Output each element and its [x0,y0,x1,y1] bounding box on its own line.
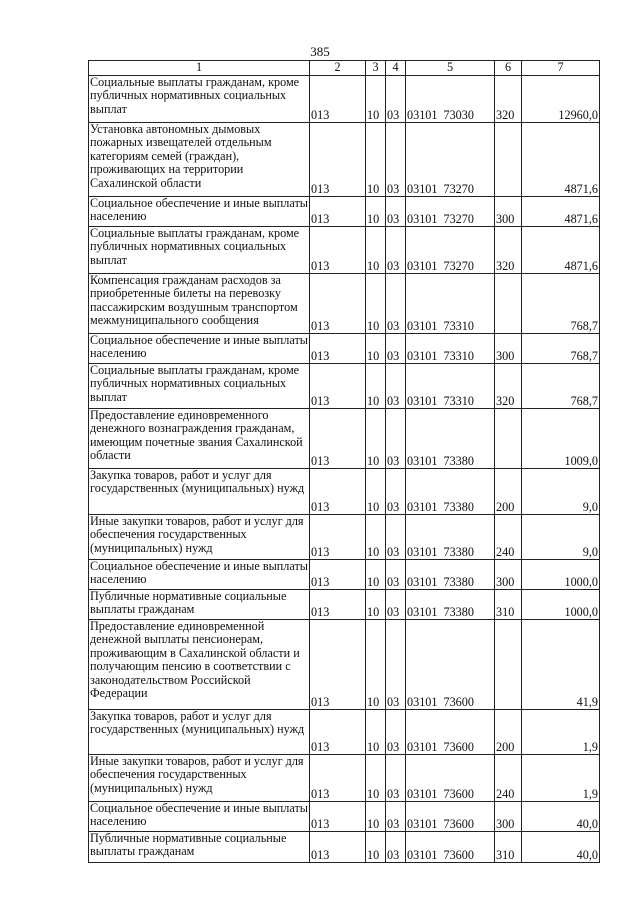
row-name-cell: Социальное обеспечение и иные выплаты населению [89,197,310,227]
table-row [89,590,600,620]
section-code-cell: 10 [366,334,386,364]
ministry-code-cell: 013 [310,515,366,560]
amount-cell: 768,7 [522,334,600,364]
expense-type-cell: 320 [495,76,522,123]
row-name-cell: Социальное обеспечение и иные выплаты населению [89,560,310,590]
subsection-code-cell: 03 [386,832,406,863]
amount-cell: 1,9 [522,755,600,802]
ministry-code-cell: 013 [310,590,366,620]
row-name-cell: Предоставление единовременной денежной выплаты пенсионерам, проживающим в Сахалинской области и получающим пенсию в соответствии с законодательством Российской Федерации [89,620,310,710]
ministry-code-cell: 013 [310,560,366,590]
ministry-code-cell: 013 [310,755,366,802]
target-article-cell [406,197,495,227]
section-code-cell: 10 [366,620,386,710]
amount-cell: 1000,0 [522,590,600,620]
column-header-2: 2 [310,61,366,76]
target-article-part-b: 73030 [443,107,474,122]
section-code-cell: 10 [366,515,386,560]
amount-cell: 1009,0 [522,409,600,469]
target-article-part-b: 73380 [443,574,474,589]
row-name-cell: Иные закупки товаров, работ и услуг для обеспечения государственных (муниципальных) нужд [89,755,310,802]
target-article-part-b: 73270 [443,181,474,196]
subsection-code-cell: 03 [386,274,406,334]
table-row [89,560,600,590]
table-row [89,197,600,227]
amount-cell: 41,9 [522,620,600,710]
target-article-cell [406,227,495,274]
amount-cell: 40,0 [522,832,600,863]
row-name-cell: Компенсация гражданам расходов за приобретенные билеты на перевозку пассажирским воздушным транспортом межмуниципального сообщения [89,274,310,334]
target-article-part-b: 73380 [443,453,474,468]
row-name-cell: Иные закупки товаров, работ и услуг для обеспечения государственных (муниципальных) нужд [89,515,310,560]
subsection-code-cell: 03 [386,560,406,590]
expense-type-cell: 300 [495,334,522,364]
ministry-code-cell: 013 [310,76,366,123]
target-article-cell [406,123,495,197]
target-article-part-a: 03101 [407,786,438,801]
target-article-part-b: 73270 [443,258,474,273]
section-code-cell: 10 [366,197,386,227]
row-name-cell: Социальное обеспечение и иные выплаты населению [89,334,310,364]
amount-cell: 12960,0 [522,76,600,123]
expense-type-cell: 310 [495,590,522,620]
expense-type-cell [495,409,522,469]
budget-table [88,60,600,863]
target-article-cell [406,560,495,590]
page-number: 385 [310,44,330,59]
target-article-cell [406,76,495,123]
subsection-code-cell: 03 [386,590,406,620]
target-article-cell [406,469,495,515]
table-row [89,620,600,710]
target-article-part-b: 73380 [443,544,474,559]
subsection-code-cell: 03 [386,755,406,802]
target-article-part-a: 03101 [407,181,438,196]
subsection-code-cell: 03 [386,515,406,560]
ministry-code-cell: 013 [310,710,366,755]
row-name-cell: Социальные выплаты гражданам, кроме публичных нормативных социальных выплат [89,364,310,409]
subsection-code-cell: 03 [386,802,406,832]
section-code-cell: 10 [366,123,386,197]
ministry-code-cell: 013 [310,197,366,227]
amount-cell: 1000,0 [522,560,600,590]
target-article-cell [406,832,495,863]
subsection-code-cell: 03 [386,364,406,409]
subsection-code-cell: 03 [386,334,406,364]
table-header-row [89,61,600,76]
amount-cell: 9,0 [522,469,600,515]
target-article-part-a: 03101 [407,107,438,122]
table-row [89,469,600,515]
target-article-part-b: 73600 [443,739,474,754]
table-row [89,515,600,560]
target-article-cell [406,710,495,755]
section-code-cell: 10 [366,364,386,409]
target-article-cell [406,274,495,334]
column-header-1: 1 [89,61,310,76]
section-code-cell: 10 [366,469,386,515]
target-article-part-a: 03101 [407,499,438,514]
target-article-part-b: 73310 [443,393,474,408]
expense-type-cell: 320 [495,227,522,274]
target-article-part-b: 73310 [443,318,474,333]
target-article-cell [406,334,495,364]
table-row [89,334,600,364]
expense-type-cell: 300 [495,197,522,227]
target-article-cell [406,364,495,409]
ministry-code-cell: 013 [310,469,366,515]
section-code-cell: 10 [366,560,386,590]
table-row [89,364,600,409]
target-article-cell [406,409,495,469]
expense-type-cell: 200 [495,469,522,515]
table-row [89,227,600,274]
section-code-cell: 10 [366,76,386,123]
target-article-part-b: 73380 [443,499,474,514]
row-name-cell: Предоставление единовременного денежного вознаграждения гражданам, имеющим почетные звания Сахалинской области [89,409,310,469]
column-header-5: 5 [406,61,495,76]
subsection-code-cell: 03 [386,197,406,227]
target-article-part-a: 03101 [407,348,438,363]
target-article-part-a: 03101 [407,816,438,831]
table-row [89,802,600,832]
table-row [89,755,600,802]
amount-cell: 1,9 [522,710,600,755]
row-name-cell: Социальные выплаты гражданам, кроме публичных нормативных социальных выплат [89,227,310,274]
row-name-cell: Социальные выплаты гражданам, кроме публичных нормативных социальных выплат [89,76,310,123]
expense-type-cell: 300 [495,560,522,590]
amount-cell: 4871,6 [522,197,600,227]
target-article-cell [406,590,495,620]
subsection-code-cell: 03 [386,620,406,710]
ministry-code-cell: 013 [310,334,366,364]
ministry-code-cell: 013 [310,364,366,409]
amount-cell: 768,7 [522,274,600,334]
expense-type-cell: 240 [495,515,522,560]
row-name-cell: Закупка товаров, работ и услуг для государственных (муниципальных) нужд [89,469,310,515]
target-article-part-a: 03101 [407,258,438,273]
section-code-cell: 10 [366,802,386,832]
amount-cell: 40,0 [522,802,600,832]
amount-cell: 9,0 [522,515,600,560]
section-code-cell: 10 [366,274,386,334]
target-article-cell [406,620,495,710]
ministry-code-cell: 013 [310,227,366,274]
target-article-part-b: 73600 [443,816,474,831]
section-code-cell: 10 [366,227,386,274]
row-name-cell: Социальное обеспечение и иные выплаты населению [89,802,310,832]
subsection-code-cell: 03 [386,710,406,755]
ministry-code-cell: 013 [310,620,366,710]
table-row [89,832,600,863]
expense-type-cell [495,274,522,334]
subsection-code-cell: 03 [386,227,406,274]
ministry-code-cell: 013 [310,802,366,832]
row-name-cell: Публичные нормативные социальные выплаты гражданам [89,832,310,863]
target-article-part-b: 73380 [443,604,474,619]
target-article-part-a: 03101 [407,739,438,754]
table-row [89,76,600,123]
subsection-code-cell: 03 [386,409,406,469]
target-article-part-a: 03101 [407,604,438,619]
target-article-part-b: 73600 [443,694,474,709]
amount-cell: 768,7 [522,364,600,409]
expense-type-cell: 240 [495,755,522,802]
table-row [89,123,600,197]
expense-type-cell: 200 [495,710,522,755]
section-code-cell: 10 [366,832,386,863]
table-row [89,409,600,469]
row-name-cell: Закупка товаров, работ и услуг для государственных (муниципальных) нужд [89,710,310,755]
target-article-part-a: 03101 [407,694,438,709]
target-article-cell [406,802,495,832]
section-code-cell: 10 [366,755,386,802]
subsection-code-cell: 03 [386,469,406,515]
target-article-part-a: 03101 [407,574,438,589]
ministry-code-cell: 013 [310,123,366,197]
target-article-part-b: 73310 [443,348,474,363]
ministry-code-cell: 013 [310,832,366,863]
expense-type-cell: 320 [495,364,522,409]
subsection-code-cell: 03 [386,123,406,197]
section-code-cell: 10 [366,710,386,755]
expense-type-cell [495,620,522,710]
target-article-part-a: 03101 [407,544,438,559]
target-article-part-a: 03101 [407,847,438,862]
amount-cell: 4871,6 [522,227,600,274]
target-article-part-b: 73600 [443,786,474,801]
target-article-part-a: 03101 [407,318,438,333]
column-header-7: 7 [522,61,600,76]
amount-cell: 4871,6 [522,123,600,197]
target-article-cell [406,515,495,560]
row-name-cell: Установка автономных дымовых пожарных извещателей отдельным категориям семей (граждан), проживающих на территории Сахалинской области [89,123,310,197]
target-article-part-a: 03101 [407,393,438,408]
table-row [89,274,600,334]
row-name-cell: Публичные нормативные социальные выплаты гражданам [89,590,310,620]
ministry-code-cell: 013 [310,409,366,469]
column-header-6: 6 [495,61,522,76]
expense-type-cell: 310 [495,832,522,863]
target-article-part-b: 73600 [443,847,474,862]
target-article-part-a: 03101 [407,453,438,468]
table-row [89,710,600,755]
target-article-part-b: 73270 [443,211,474,226]
column-header-4: 4 [386,61,406,76]
section-code-cell: 10 [366,590,386,620]
column-header-3: 3 [366,61,386,76]
subsection-code-cell: 03 [386,76,406,123]
ministry-code-cell: 013 [310,274,366,334]
target-article-cell [406,755,495,802]
section-code-cell: 10 [366,409,386,469]
expense-type-cell [495,123,522,197]
target-article-part-a: 03101 [407,211,438,226]
expense-type-cell: 300 [495,802,522,832]
